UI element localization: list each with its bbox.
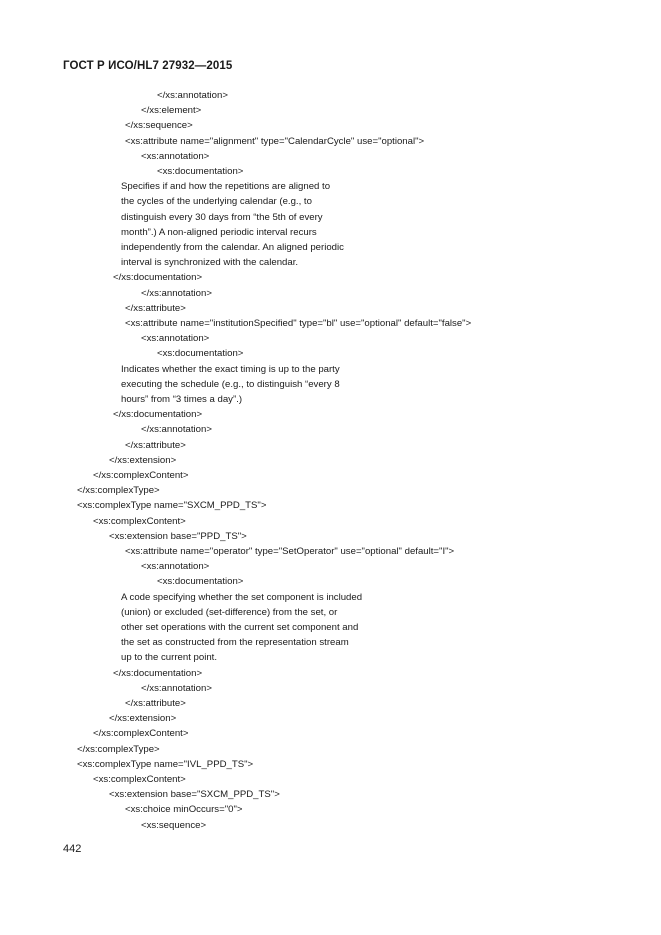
code-line: </xs:element>	[141, 105, 202, 117]
code-line: <xs:documentation>	[157, 348, 244, 360]
code-line: <xs:complexType name="IVL_PPD_TS">	[77, 758, 254, 770]
code-line: Specifies if and how the repetitions are aligned to	[121, 181, 331, 193]
code-line: Indicates whether the exact timing is up to the party	[121, 363, 340, 375]
code-line: </xs:attribute>	[125, 439, 186, 451]
code-line: </xs:annotation>	[141, 287, 212, 299]
code-line: <xs:attribute name="institutionSpecified" type="bl" use="optional" default="false">	[125, 318, 472, 329]
code-line: </xs:documentation>	[113, 667, 203, 679]
code-line: </xs:complexContent>	[93, 470, 189, 481]
code-line: </xs:documentation>	[113, 272, 203, 284]
code-line: <xs:complexType name="SXCM_PPD_TS">	[77, 500, 267, 512]
code-line: executing the schedule (e.g., to distinguish “every 8	[121, 378, 340, 390]
code-line: <xs:annotation>	[141, 150, 210, 162]
code-line: (union) or excluded (set-difference) from the set, or	[121, 606, 338, 618]
code-line: </xs:extension>	[109, 454, 177, 466]
code-line: A code specifying whether the set component is included	[121, 591, 363, 603]
code-line: </xs:attribute>	[125, 302, 186, 314]
code-line: </xs:extension>	[109, 713, 177, 725]
code-line: <xs:choice minOccurs="0">	[125, 804, 243, 816]
code-line: </xs:annotation>	[141, 424, 212, 436]
code-line: up to the current point.	[121, 652, 217, 664]
document-header: ГОСТ Р ИСО/HL7 27932—2015	[63, 60, 233, 72]
code-line: </xs:attribute>	[125, 698, 186, 709]
code-line: </xs:annotation>	[141, 682, 212, 694]
code-line: </xs:complexContent>	[93, 728, 189, 740]
code-line: the cycles of the underlying calendar (e.g., to	[121, 196, 312, 208]
code-line: <xs:extension base="SXCM_PPD_TS">	[109, 789, 280, 801]
code-line: <xs:complexContent>	[93, 515, 186, 527]
code-line: <xs:attribute name="alignment" type="CalendarCycle" use="optional">	[125, 135, 425, 147]
code-line: </xs:complexType>	[77, 743, 160, 755]
code-line: <xs:attribute name="operator" type="SetOperator" use="optional" default="I">	[125, 546, 455, 557]
code-line: </xs:documentation>	[113, 409, 203, 421]
code-line: <xs:documentation>	[157, 166, 244, 177]
code-line: <xs:sequence>	[141, 819, 207, 831]
code-line: </xs:annotation>	[157, 90, 228, 101]
code-line: <xs:complexContent>	[93, 774, 186, 785]
code-line: <xs:documentation>	[157, 576, 244, 588]
code-line: <xs:extension base="PPD_TS">	[109, 530, 247, 542]
code-line: <xs:annotation>	[141, 561, 210, 573]
code-line: distinguish every 30 days from “the 5th of every	[121, 211, 323, 223]
code-line: hours” from “3 times a day”.)	[121, 394, 243, 405]
code-line: </xs:complexType>	[77, 485, 160, 497]
code-line: independently from the calendar. An aligned periodic	[121, 242, 344, 253]
code-line: month”.) A non-aligned periodic interval recurs	[121, 226, 317, 238]
code-line: <xs:annotation>	[141, 333, 210, 345]
page-number: 442	[63, 843, 82, 855]
code-line: interval is synchronized with the calendar.	[121, 257, 299, 269]
code-line: </xs:sequence>	[125, 120, 193, 132]
code-line: the set as constructed from the representation stream	[121, 637, 349, 649]
code-line: other set operations with the current set component and	[121, 622, 359, 633]
